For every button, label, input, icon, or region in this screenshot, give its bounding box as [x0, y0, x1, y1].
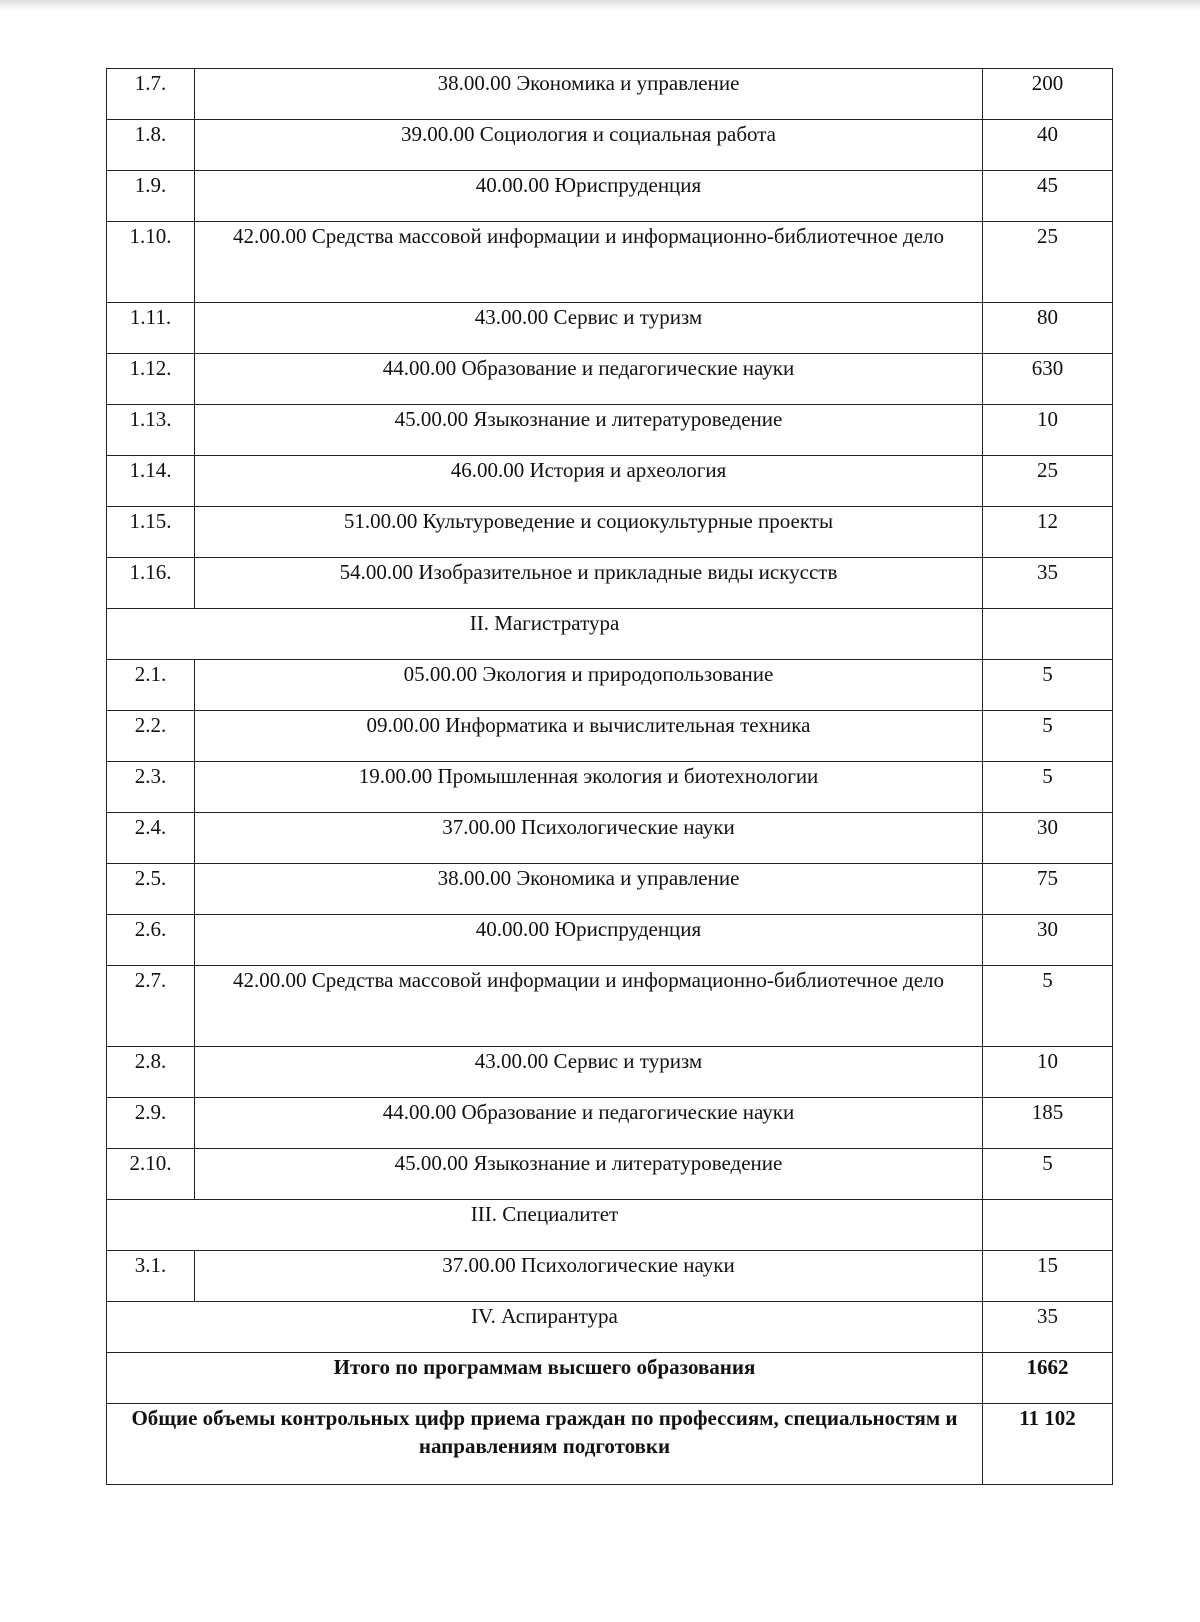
- section-title: II. Магистратура: [107, 609, 983, 660]
- section-title: IV. Аспирантура: [107, 1302, 983, 1353]
- quota-value: 35: [983, 558, 1113, 609]
- table-row: [107, 171, 1113, 222]
- row-number: 1.15.: [107, 507, 195, 558]
- quota-value: 200: [983, 69, 1113, 120]
- section-row: [107, 609, 1113, 660]
- table-row: [107, 813, 1113, 864]
- quota-value: 5: [983, 660, 1113, 711]
- section-row: [107, 1302, 1113, 1353]
- row-number: 2.6.: [107, 915, 195, 966]
- quota-value: 12: [983, 507, 1113, 558]
- direction-name: 51.00.00 Культуроведение и социокультурные проекты: [195, 507, 983, 558]
- quota-value: [983, 1200, 1113, 1251]
- row-number: 3.1.: [107, 1251, 195, 1302]
- direction-name: 46.00.00 История и археология: [195, 456, 983, 507]
- total-value: 11 102: [983, 1404, 1113, 1485]
- table-body: [107, 69, 1113, 1485]
- row-number: 2.1.: [107, 660, 195, 711]
- quota-value: 30: [983, 813, 1113, 864]
- table-row: [107, 1098, 1113, 1149]
- row-number: 1.10.: [107, 222, 195, 303]
- table-row: [107, 303, 1113, 354]
- table-row: [107, 507, 1113, 558]
- table-row: [107, 1047, 1113, 1098]
- row-number: 2.7.: [107, 966, 195, 1047]
- row-number: 2.4.: [107, 813, 195, 864]
- direction-name: 05.00.00 Экология и природопользование: [195, 660, 983, 711]
- table-row: [107, 864, 1113, 915]
- total-label: Итого по программам высшего образования: [107, 1353, 983, 1404]
- row-number: 1.7.: [107, 69, 195, 120]
- quota-value: 630: [983, 354, 1113, 405]
- direction-name: 40.00.00 Юриспруденция: [195, 171, 983, 222]
- table-row: [107, 120, 1113, 171]
- table-row: [107, 69, 1113, 120]
- table-row: [107, 915, 1113, 966]
- scan-edge: [0, 0, 1200, 10]
- quota-value: 5: [983, 966, 1113, 1047]
- row-number: 1.8.: [107, 120, 195, 171]
- direction-name: 38.00.00 Экономика и управление: [195, 69, 983, 120]
- direction-name: 43.00.00 Сервис и туризм: [195, 303, 983, 354]
- direction-name: 44.00.00 Образование и педагогические науки: [195, 354, 983, 405]
- direction-name: 39.00.00 Социология и социальная работа: [195, 120, 983, 171]
- direction-name: 37.00.00 Психологические науки: [195, 1251, 983, 1302]
- table-row: [107, 1149, 1113, 1200]
- quota-value: 5: [983, 711, 1113, 762]
- table-row: [107, 222, 1113, 303]
- quota-value: 5: [983, 1149, 1113, 1200]
- row-number: 2.3.: [107, 762, 195, 813]
- row-number: 2.10.: [107, 1149, 195, 1200]
- quota-value: 25: [983, 456, 1113, 507]
- direction-name: 37.00.00 Психологические науки: [195, 813, 983, 864]
- direction-name: 42.00.00 Средства массовой информации и информационно-библиотечное дело: [195, 222, 983, 303]
- quota-value: 75: [983, 864, 1113, 915]
- total-label: Общие объемы контрольных цифр приема граждан по профессиям, специальностям и направлениям подготовки: [107, 1404, 983, 1485]
- quota-value: 35: [983, 1302, 1113, 1353]
- quota-value: 45: [983, 171, 1113, 222]
- row-number: 1.11.: [107, 303, 195, 354]
- direction-name: 19.00.00 Промышленная экология и биотехнологии: [195, 762, 983, 813]
- admission-quota-table: [106, 68, 1113, 1485]
- quota-value: 5: [983, 762, 1113, 813]
- quota-value: 10: [983, 1047, 1113, 1098]
- direction-name: 09.00.00 Информатика и вычислительная техника: [195, 711, 983, 762]
- direction-name: 40.00.00 Юриспруденция: [195, 915, 983, 966]
- table-row: [107, 762, 1113, 813]
- quota-value: [983, 609, 1113, 660]
- table-row: [107, 354, 1113, 405]
- table-row: [107, 405, 1113, 456]
- direction-name: 44.00.00 Образование и педагогические науки: [195, 1098, 983, 1149]
- total-row: [107, 1353, 1113, 1404]
- direction-name: 38.00.00 Экономика и управление: [195, 864, 983, 915]
- quota-value: 25: [983, 222, 1113, 303]
- direction-name: 54.00.00 Изобразительное и прикладные виды искусств: [195, 558, 983, 609]
- table-row: [107, 660, 1113, 711]
- total-value: 1662: [983, 1353, 1113, 1404]
- total-row: [107, 1404, 1113, 1485]
- row-number: 2.5.: [107, 864, 195, 915]
- table-row: [107, 558, 1113, 609]
- section-title: III. Специалитет: [107, 1200, 983, 1251]
- direction-name: 45.00.00 Языкознание и литературоведение: [195, 1149, 983, 1200]
- row-number: 1.9.: [107, 171, 195, 222]
- row-number: 2.9.: [107, 1098, 195, 1149]
- section-row: [107, 1200, 1113, 1251]
- row-number: 1.12.: [107, 354, 195, 405]
- direction-name: 43.00.00 Сервис и туризм: [195, 1047, 983, 1098]
- quota-value: 15: [983, 1251, 1113, 1302]
- row-number: 2.2.: [107, 711, 195, 762]
- row-number: 1.13.: [107, 405, 195, 456]
- direction-name: 42.00.00 Средства массовой информации и информационно-библиотечное дело: [195, 966, 983, 1047]
- quota-value: 10: [983, 405, 1113, 456]
- table-row: [107, 1251, 1113, 1302]
- table-row: [107, 456, 1113, 507]
- quota-value: 80: [983, 303, 1113, 354]
- table-row: [107, 966, 1113, 1047]
- row-number: 2.8.: [107, 1047, 195, 1098]
- quota-value: 185: [983, 1098, 1113, 1149]
- direction-name: 45.00.00 Языкознание и литературоведение: [195, 405, 983, 456]
- table-row: [107, 711, 1113, 762]
- quota-value: 40: [983, 120, 1113, 171]
- row-number: 1.16.: [107, 558, 195, 609]
- row-number: 1.14.: [107, 456, 195, 507]
- quota-value: 30: [983, 915, 1113, 966]
